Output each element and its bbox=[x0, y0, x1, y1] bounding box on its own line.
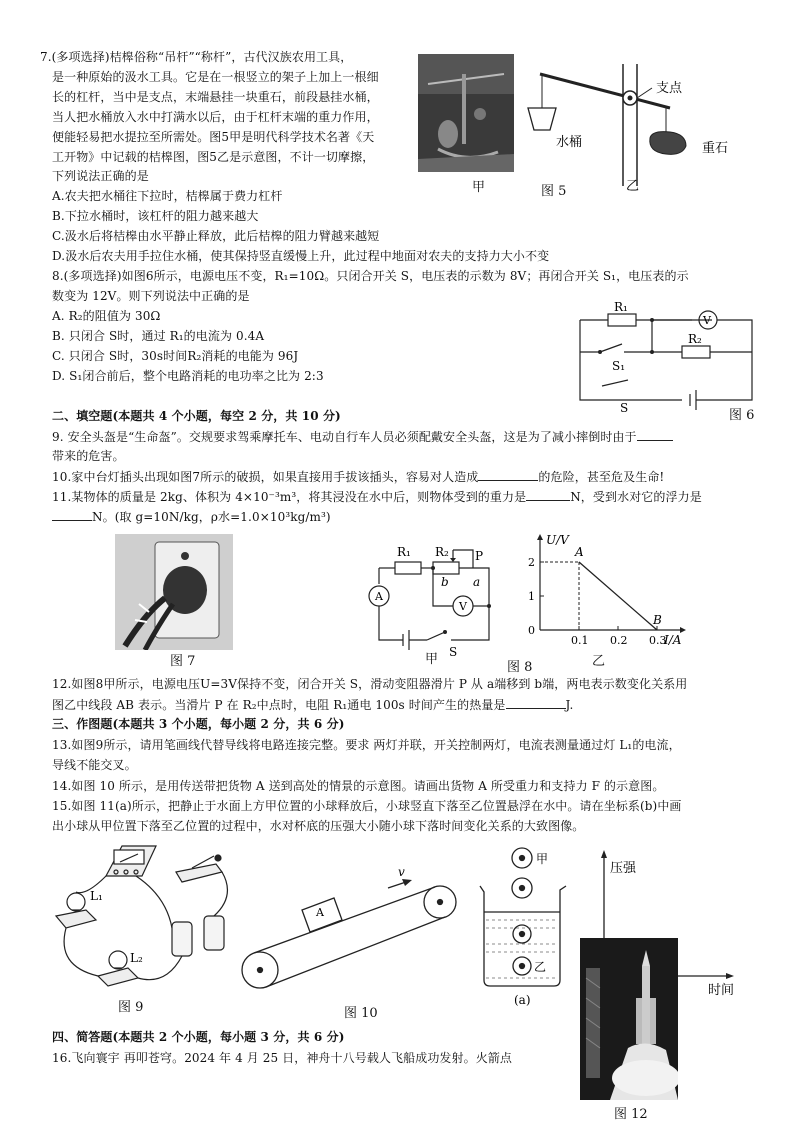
q11-line2: N。(取 g=10N/kg，ρ水=1.0×10³kg/m³) bbox=[52, 508, 331, 526]
x-tick-label: 0.3 bbox=[649, 634, 667, 647]
x-tick-label: 0.2 bbox=[610, 634, 628, 647]
fig12-photo bbox=[580, 938, 678, 1100]
q7-line2: 是一种原始的汲水工具。它是在一根竖立的架子上加上一根细 bbox=[52, 70, 379, 84]
fig11b-pressure-label: 压强 bbox=[610, 861, 637, 876]
fig5-bucket-label: 水桶 bbox=[556, 135, 583, 150]
x-axis-label: I/A bbox=[664, 633, 682, 647]
q8-option-d: D. S₁闭合前后，整个电路消耗的电功率之比为 2:3 bbox=[52, 369, 324, 383]
fig10-cargo-label: A bbox=[316, 906, 324, 919]
q7-line7: 下列说法正确的是 bbox=[52, 169, 149, 183]
fig8-b-label: b bbox=[441, 575, 449, 589]
fig11-jia-label: 甲 bbox=[536, 852, 549, 866]
q15-line1: 15.如图 11(a)所示，把静止于水面上方甲位置的小球释放后，小球竖直下落至乙位置悬浮在水中。请在坐标系(b)中画 bbox=[52, 799, 682, 813]
fig7-photo bbox=[115, 534, 233, 650]
point-label-A: A bbox=[575, 545, 584, 559]
y-tick-label: 0 bbox=[528, 624, 535, 637]
q7-line5: 便能轻易把水提拉至所需处。图5甲是明代科学技术名著《天 bbox=[52, 130, 375, 144]
fig11a-beaker bbox=[470, 840, 580, 1010]
q7-option-c: C.汲水后将桔槔由水平静止释放，此后桔槔的阻力臂越来越短 bbox=[52, 229, 380, 243]
section-2-heading: 二、填空题(本题共 4 个小题，每空 2 分，共 10 分) bbox=[52, 409, 341, 423]
q15-line2: 出小球从甲位置下落至乙位置的过程中，水对杯底的压强大小随小球下落时间变化关系的大致图像。 bbox=[52, 819, 585, 833]
fig8-caption: 图 8 bbox=[507, 660, 533, 675]
q8-line2: 数变为 12V。则下列说法中正确的是 bbox=[52, 289, 250, 303]
fig8-p-label: P bbox=[475, 549, 484, 563]
fig10-caption: 图 10 bbox=[344, 1006, 378, 1021]
q9-answer-blank[interactable] bbox=[637, 428, 673, 441]
q7-line3: 长的杠杆，当中是支点，末端悬挂一块重石，前段悬挂水桶， bbox=[52, 90, 379, 104]
q8-option-c: C. 只闭合 S时，30s时间R₂消耗的电能为 96J bbox=[52, 349, 299, 363]
fig5-yi-label: 乙 bbox=[626, 179, 640, 194]
fig6-circuit bbox=[572, 300, 772, 418]
q9-line2: 带来的危害。 bbox=[52, 449, 125, 463]
fig8-graph bbox=[520, 530, 690, 668]
q12-answer-blank[interactable] bbox=[506, 696, 566, 709]
q7-line4: 当人把水桶放入水中打满水以后，由于杠杆末端的重力作用， bbox=[52, 110, 379, 124]
q11-gravity-blank[interactable] bbox=[526, 488, 570, 501]
q14-line: 14.如图 10 所示，是用传送带把货物 A 送到高处的情景的示意图。请画出货物 A 所受重力和支持力 F 的示意图。 bbox=[52, 779, 665, 793]
q11-buoyancy-blank[interactable] bbox=[52, 508, 92, 521]
series-line-AB bbox=[579, 562, 657, 630]
q10-answer-blank[interactable] bbox=[478, 468, 538, 481]
fig6-s1-label: S₁ bbox=[612, 359, 626, 373]
fig6-r2-label: R₂ bbox=[688, 332, 702, 346]
q13-line1: 13.如图9所示，请用笔画线代替导线将电路连接完整。要求 两灯并联，开关控制两灯，电流表测量通过灯 L₁的电流， bbox=[52, 738, 681, 752]
fig9-circuit bbox=[46, 836, 256, 1006]
fig8-circuit bbox=[365, 540, 505, 656]
q7-line1: 7.(多项选择)桔槔俗称“吊杆”“称杆”，古代汉族农用工具， bbox=[40, 50, 353, 64]
q13-line2: 导线不能交叉。 bbox=[52, 758, 137, 772]
fig12-caption: 图 12 bbox=[614, 1107, 648, 1122]
point-label-B: B bbox=[653, 613, 662, 627]
fig9-l1-label: L₁ bbox=[90, 889, 103, 903]
fig8-voltmeter: V bbox=[459, 600, 467, 613]
fig9-l2-label: L₂ bbox=[130, 951, 143, 965]
section-4-heading: 四、简答题(本题共 2 个小题，每小题 3 分，共 6 分) bbox=[52, 1030, 345, 1044]
q12-line2: 图乙中线段 AB 表示。当滑片 P 在 R₂中点时，电阻 R₁通电 100s 时间产生的热量是 J. bbox=[52, 698, 574, 712]
fig5-photo bbox=[418, 54, 514, 172]
q7-option-b: B.下拉水桶时，该杠杆的阻力越来越大 bbox=[52, 209, 259, 223]
fig8-ammeter: A bbox=[375, 590, 383, 603]
fig10-conveyor bbox=[236, 864, 466, 994]
fig8-jia-label: 甲 bbox=[425, 652, 439, 667]
q7-option-d: D.汲水后农夫用手拉住水桶，使其保持竖直缓慢上升，此过程中地面对农夫的支持力大小不变 bbox=[52, 249, 550, 263]
fig11-yi-label: 乙 bbox=[534, 960, 547, 974]
q8-line1: 8.(多项选择)如图6所示，电源电压不变，R₁=10Ω。只闭合开关 S，电压表的示数为 8V；再闭合开关 S₁，电压表的示 bbox=[52, 269, 689, 283]
fig8-yi-label: 乙 bbox=[592, 654, 606, 669]
fig5-stone-label: 重石 bbox=[702, 141, 729, 156]
q7-option-a: A.农夫把水桶往下拉时，桔槔属于费力杠杆 bbox=[52, 189, 283, 203]
y-axis-label: U/V bbox=[546, 533, 569, 547]
fig11-a-label: (a) bbox=[514, 993, 531, 1007]
fig8-a-label: a bbox=[473, 575, 481, 589]
fig5-fulcrum-label: 支点 bbox=[656, 81, 683, 96]
q12-line1: 12.如图8甲所示，电源电压U=3V保持不变，闭合开关 S，滑动变阻器滑片 P 从 a端移到 b端，两电表示数变化关系用 bbox=[52, 677, 688, 691]
fig5-jia-label: 甲 bbox=[472, 180, 486, 195]
fig9-caption: 图 9 bbox=[118, 1000, 144, 1015]
fig7-caption: 图 7 bbox=[170, 654, 196, 669]
fig6-caption: 图 6 bbox=[729, 408, 755, 423]
fig10-velocity-label: v bbox=[398, 865, 405, 879]
q11-line1: 11.某物体的质量是 2kg、体积为 4×10⁻³m³，将其浸没在水中后，则物体受到的重力是 N，受到水对它的浮力是 bbox=[52, 490, 702, 504]
q16-line1: 16.飞向寰宇 再叩苍穹。2024 年 4 月 25 日，神舟十八号载人飞船成功发射。火箭点 bbox=[52, 1051, 513, 1065]
fig5-diagram bbox=[520, 56, 770, 196]
q9-line1: 9. 安全头盔是“生命盔”。交规要求驾乘摩托车、电动自行车人员必须配戴安全头盔，这是为了减小摔倒时由于 bbox=[52, 428, 673, 446]
section-3-heading: 三、作图题(本题共 3 个小题，每小题 2 分，共 6 分) bbox=[52, 717, 345, 731]
q8-option-a: A. R₂的阻值为 30Ω bbox=[52, 309, 161, 323]
fig6-voltmeter: V bbox=[703, 314, 711, 327]
fig6-s-label: S bbox=[620, 401, 629, 415]
q8-option-b: B. 只闭合 S时，通过 R₁的电流为 0.4A bbox=[52, 329, 265, 343]
fig8-s-label: S bbox=[449, 645, 458, 656]
fig8-r1-label: R₁ bbox=[397, 545, 411, 559]
y-tick-label: 2 bbox=[528, 556, 535, 569]
q7-line6: 工开物》中记载的桔槔图，图5乙是示意图，不计一切摩擦， bbox=[52, 150, 375, 164]
fig11b-time-label: 时间 bbox=[708, 983, 735, 998]
q10-line: 10.家中台灯插头出现如图7所示的破损，如果直接用手拔该插头，容易对人造成 的危险，甚至危及生命! bbox=[52, 470, 665, 484]
fig6-r1-label: R₁ bbox=[614, 300, 628, 314]
fig8-r2-label: R₂ bbox=[435, 545, 449, 559]
x-tick-label: 0.1 bbox=[571, 634, 589, 647]
fig5-caption: 图 5 bbox=[541, 184, 567, 199]
y-tick-label: 1 bbox=[528, 590, 535, 603]
